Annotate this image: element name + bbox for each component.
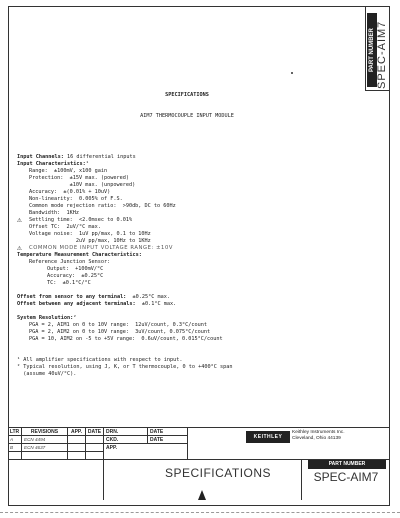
spec-value: COMMON MODE INPUT VOLTAGE RANGE: ±10V <box>29 245 173 251</box>
spec-label: Temperature Measurement Characteristics: <box>17 252 142 258</box>
ckd-field: CKD. <box>104 436 148 444</box>
rev-date-b <box>86 444 104 452</box>
part-number-footer: SPEC-AIM7 <box>313 470 379 484</box>
spec-line <box>17 161 357 168</box>
rev-ltr-b: B <box>8 444 22 452</box>
spec-line <box>17 245 357 252</box>
spec-line <box>17 273 357 280</box>
spec-line <box>17 301 357 308</box>
spec-line <box>17 322 357 329</box>
rev-app-a <box>68 436 86 444</box>
spec-value: 16 differential inputs <box>63 154 136 160</box>
doc-title: SPECIFICATIONS <box>164 466 272 480</box>
spec-line <box>17 329 357 336</box>
spec-value: Offset TC: 2uV/°C max. <box>29 224 101 230</box>
spec-line <box>17 287 357 294</box>
spec-line <box>17 343 357 350</box>
spec-value: Range: ±100mV, x100 gain <box>29 168 108 174</box>
spec-value: ² <box>73 315 77 321</box>
app-field: APP. <box>104 444 188 460</box>
spec-heading-line2: AIM7 THERMOCOUPLE INPUT MODULE <box>140 113 234 119</box>
spec-line <box>17 182 357 189</box>
part-number-footer-label: PART NUMBER <box>308 460 386 469</box>
spec-value: ¹ All amplifier specifications with respect to input. <box>17 357 183 363</box>
spec-line <box>17 350 357 357</box>
rev-empty-ltr <box>8 452 22 460</box>
spec-line <box>17 259 357 266</box>
spec-line <box>17 252 357 259</box>
rev-desc-b: ECN 4637 <box>22 444 68 452</box>
spec-line <box>17 189 357 196</box>
rev-empty-app <box>68 452 86 460</box>
spec-value: Settling time: <2.0msec to 0.01% <box>29 217 133 223</box>
rev-desc-a: ECN 4494 <box>22 436 68 444</box>
spec-line <box>17 364 357 371</box>
spec-line <box>17 224 357 231</box>
spec-value: Output: +100mV/°C <box>47 266 104 272</box>
spec-line <box>17 294 357 301</box>
spec-value: Bandwidth: 1KHz <box>29 210 79 216</box>
spec-label: Offset from sensor to any terminal: <box>17 294 127 300</box>
part-number-box <box>365 7 389 91</box>
speck <box>291 72 293 74</box>
company-name-block <box>292 430 388 442</box>
spec-value: PGA = 2, AIM2 on 0 to 10V range: 3uV/count, 0.075°C/count <box>29 329 211 335</box>
spec-line <box>17 266 357 273</box>
spec-value: ±10V max. (unpowered) <box>29 182 136 188</box>
app-header: APP. <box>68 428 86 436</box>
revision-flag-icon: ⚠ <box>17 215 22 224</box>
revision-flag-icon: ⚠ <box>17 243 22 252</box>
spec-value: ±0.25°C max. <box>126 294 171 300</box>
rev-date-a <box>86 436 104 444</box>
spec-line <box>17 210 357 217</box>
spec-value: ² Typical resolution, using J, K, or T thermocouple, 0 to +400°C span <box>17 364 233 370</box>
spec-value: PGA = 10, AIM2 on -5 to +5V range: 0.6uV/count, 0.015°C/count <box>29 336 223 342</box>
rev-app-b <box>68 444 86 452</box>
spec-value: ¹ <box>85 161 89 167</box>
spec-line <box>17 238 357 245</box>
spec-value: PGA = 2, AIM1 on 0 to 10V range: 12uV/count, 0.3°C/count <box>29 322 208 328</box>
spec-line <box>17 280 357 287</box>
spec-line <box>17 336 357 343</box>
spec-value: Voltage noise: 1uV pp/max, 0.1 to 10Hz <box>29 231 151 237</box>
company-logo: KEITHLEY <box>246 431 290 443</box>
spec-line <box>17 168 357 175</box>
drn-date-field: DATE <box>148 428 188 436</box>
spec-value: Non-linearity: 0.005% of F.S. <box>29 196 123 202</box>
spec-line <box>17 231 357 238</box>
spec-value: ±0.1°C max. <box>135 301 177 307</box>
spec-value: 2uV pp/max, 10Hz to 1KHz <box>29 238 151 244</box>
revisions-header: REVISIONS <box>22 428 68 436</box>
spec-line <box>17 203 357 210</box>
spec-value: TC: ±0.1°C/°C <box>47 280 91 286</box>
rev-ltr-a: A <box>8 436 22 444</box>
spec-line <box>17 371 357 378</box>
company-name: Keithley Instruments Inc. <box>292 430 345 435</box>
ltr-header: LTR <box>8 428 22 436</box>
center-arrow-marker <box>198 490 206 500</box>
spec-line <box>17 217 357 224</box>
spec-value: Accuracy: ±(0.01% + 10uV) <box>29 189 111 195</box>
spec-value: Accuracy: ±0.25°C <box>47 273 104 279</box>
part-number-vertical: SPEC-AIM7 <box>376 20 388 89</box>
spec-document <box>17 78 357 385</box>
spec-label: Offset between any adjacent terminals: <box>17 301 136 307</box>
ckd-date-field: DATE <box>148 436 188 444</box>
spec-value: Reference Junction Sensor: <box>29 259 111 265</box>
rev-empty-date <box>86 452 104 460</box>
spec-label: Input Channels: <box>17 154 64 160</box>
spec-heading-line1: SPECIFICATIONS <box>165 92 209 98</box>
spec-value: (assume 40uV/°C). <box>17 371 77 377</box>
spec-line <box>17 175 357 182</box>
spec-line <box>17 308 357 315</box>
spec-value: Common mode rejection ratio: >90db, DC to 60Hz <box>29 203 176 209</box>
spec-value: Protection: ±15V max. (powered) <box>29 175 129 181</box>
drn-field: DRN. <box>104 428 148 436</box>
company-city: Cleveland, Ohio 44139 <box>292 436 341 441</box>
spec-line <box>17 315 357 322</box>
rev-empty-desc <box>22 452 68 460</box>
spec-body <box>17 154 357 378</box>
lower-left-area <box>8 460 104 500</box>
spec-label: Input Characteristics: <box>17 161 86 167</box>
spec-label: System Resolution: <box>17 315 74 321</box>
spec-line <box>17 357 357 364</box>
spec-line <box>17 196 357 203</box>
part-number-label: PART NUMBER <box>367 13 377 87</box>
scan-edge <box>0 512 400 513</box>
date-header: DATE <box>86 428 104 436</box>
spec-line <box>17 154 357 161</box>
